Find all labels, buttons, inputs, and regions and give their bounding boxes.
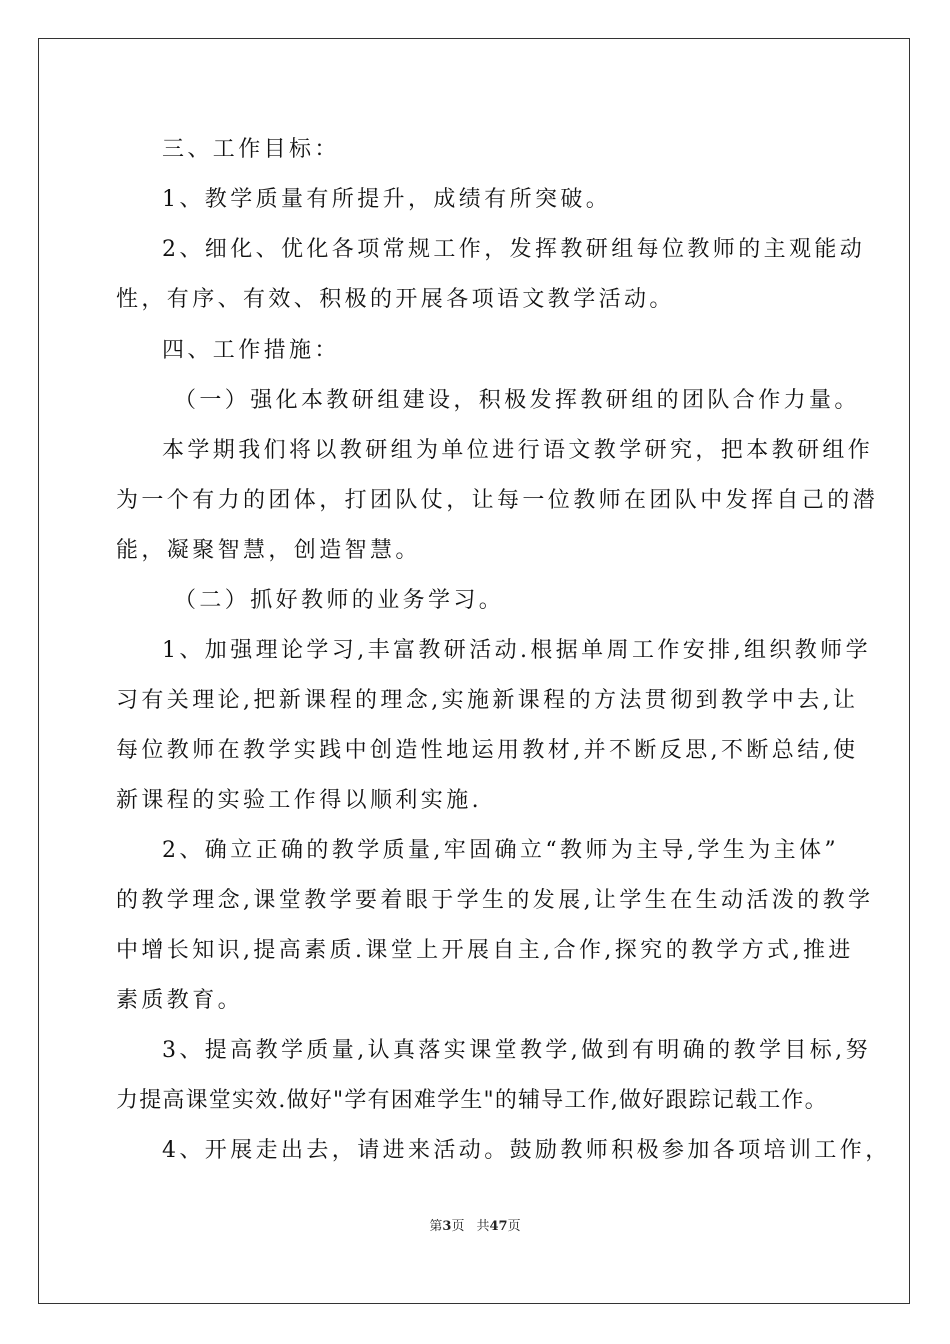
- paragraph-line: 本学期我们将以教研组为单位进行语文教学研究，把本教研组作: [162, 438, 874, 463]
- paragraph-line: 力提高课堂实效.做好"学有困难学生"的辅导工作,做好跟踪记载工作。: [116, 1088, 828, 1113]
- paragraph-line: 2、确立正确的教学质量,牢固确立“教师为主导,学生为主体”: [162, 838, 840, 863]
- paragraph-line: 能，凝聚智慧，创造智慧。: [116, 538, 421, 563]
- paragraph-line: 性，有序、有效、积极的开展各项语文教学活动。: [116, 287, 675, 312]
- section-heading-measures: 四、工作措施：: [162, 338, 340, 363]
- paragraph-line: 的教学理念,课堂教学要着眼于学生的发展,让学生在生动活泼的教学: [116, 888, 874, 913]
- paragraph-line: 中增长知识,提高素质.课堂上开展自主,合作,探究的教学方式,推进: [116, 938, 854, 963]
- paragraph-line: 习有关理论,把新课程的理念,实施新课程的方法贯彻到教学中去,让: [116, 688, 859, 713]
- paragraph-line: 素质教育。: [116, 988, 244, 1013]
- paragraph-line: 1、加强理论学习,丰富教研活动.根据单周工作安排,组织教师学: [162, 638, 871, 663]
- total-suffix: 页: [507, 1219, 521, 1234]
- paragraph-line: 为一个有力的团体，打团队仗，让每一位教师在团队中发挥自己的潜: [116, 488, 879, 513]
- page-suffix: 页: [451, 1219, 465, 1234]
- paragraph-line: 每位教师在教学实践中创造性地运用教材,并不断反思,不断总结,使: [116, 738, 859, 763]
- section-heading-goals: 三、工作目标：: [162, 137, 340, 162]
- paragraph-line: 2、细化、优化各项常规工作，发挥教研组每位教师的主观能动: [162, 237, 866, 262]
- paragraph-line: 1、教学质量有所提升，成绩有所突破。: [162, 187, 612, 212]
- subsection-heading: （二）抓好教师的业务学习。: [174, 588, 505, 613]
- page-number: 3: [442, 1219, 452, 1234]
- total-prefix: 共: [476, 1219, 490, 1234]
- paragraph-line: 新课程的实验工作得以顺利实施.: [116, 788, 482, 813]
- paragraph-line: 3、提高教学质量,认真落实课堂教学,做到有明确的教学目标,努: [162, 1038, 871, 1063]
- subsection-heading: （一）强化本教研组建设，积极发挥教研组的团队合作力量。: [174, 388, 860, 413]
- paragraph-line: 4、开展走出去，请进来活动。鼓励教师积极参加各项培训工作，: [162, 1138, 891, 1163]
- total-pages: 47: [489, 1219, 508, 1234]
- page-prefix: 第: [429, 1219, 443, 1234]
- page-footer: [0, 1218, 950, 1236]
